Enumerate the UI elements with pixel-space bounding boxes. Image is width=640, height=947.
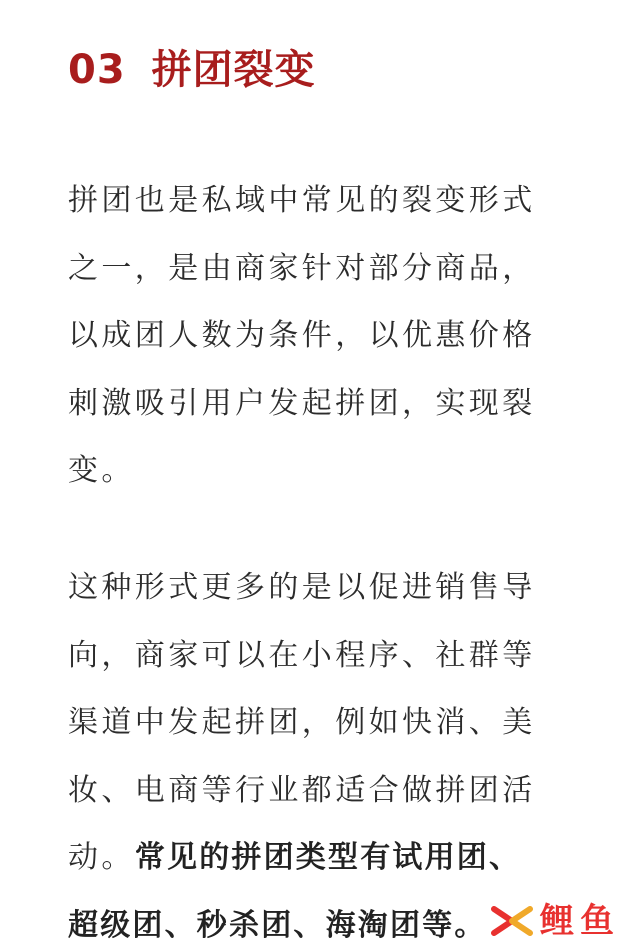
fish-logo-icon: [488, 899, 536, 943]
paragraph-line-bold: 超级团、秒杀团、海淘团等。: [68, 907, 487, 943]
paragraph-line: 变。: [68, 453, 135, 488]
paragraph-line: 拼团也是私域中常见的裂变形式: [68, 183, 536, 218]
bold-text: 常见的拼团类型有试用团、: [134, 840, 522, 875]
paragraph-line: 之一，是由商家针对部分商品，: [68, 250, 536, 286]
paragraph-line: 渠道中发起拼团，例如快消、美: [68, 705, 536, 740]
paragraph-line: 这种形式更多的是以促进销售导: [68, 570, 536, 605]
section-number: 03: [68, 47, 126, 93]
paragraph-line: 向，商家可以在小程序、社群等: [68, 637, 536, 673]
paragraph-line: 妆、电商等行业都适合做拼团活: [68, 772, 536, 808]
regular-text: 动。: [68, 840, 135, 875]
paragraph-intro: [68, 167, 578, 505]
paragraph-line: 以成团人数为条件，以优惠价格: [68, 318, 536, 353]
paragraph-detail: [68, 554, 578, 947]
section-heading-text: 拼团裂变: [151, 47, 316, 93]
watermark: [488, 897, 620, 945]
paragraph-line-mixed: [68, 824, 578, 892]
watermark-text: 鲤鱼: [540, 901, 620, 941]
paragraph-line: 刺激吸引用户发起拼团，实现裂: [68, 385, 536, 421]
section-title: [68, 38, 316, 102]
